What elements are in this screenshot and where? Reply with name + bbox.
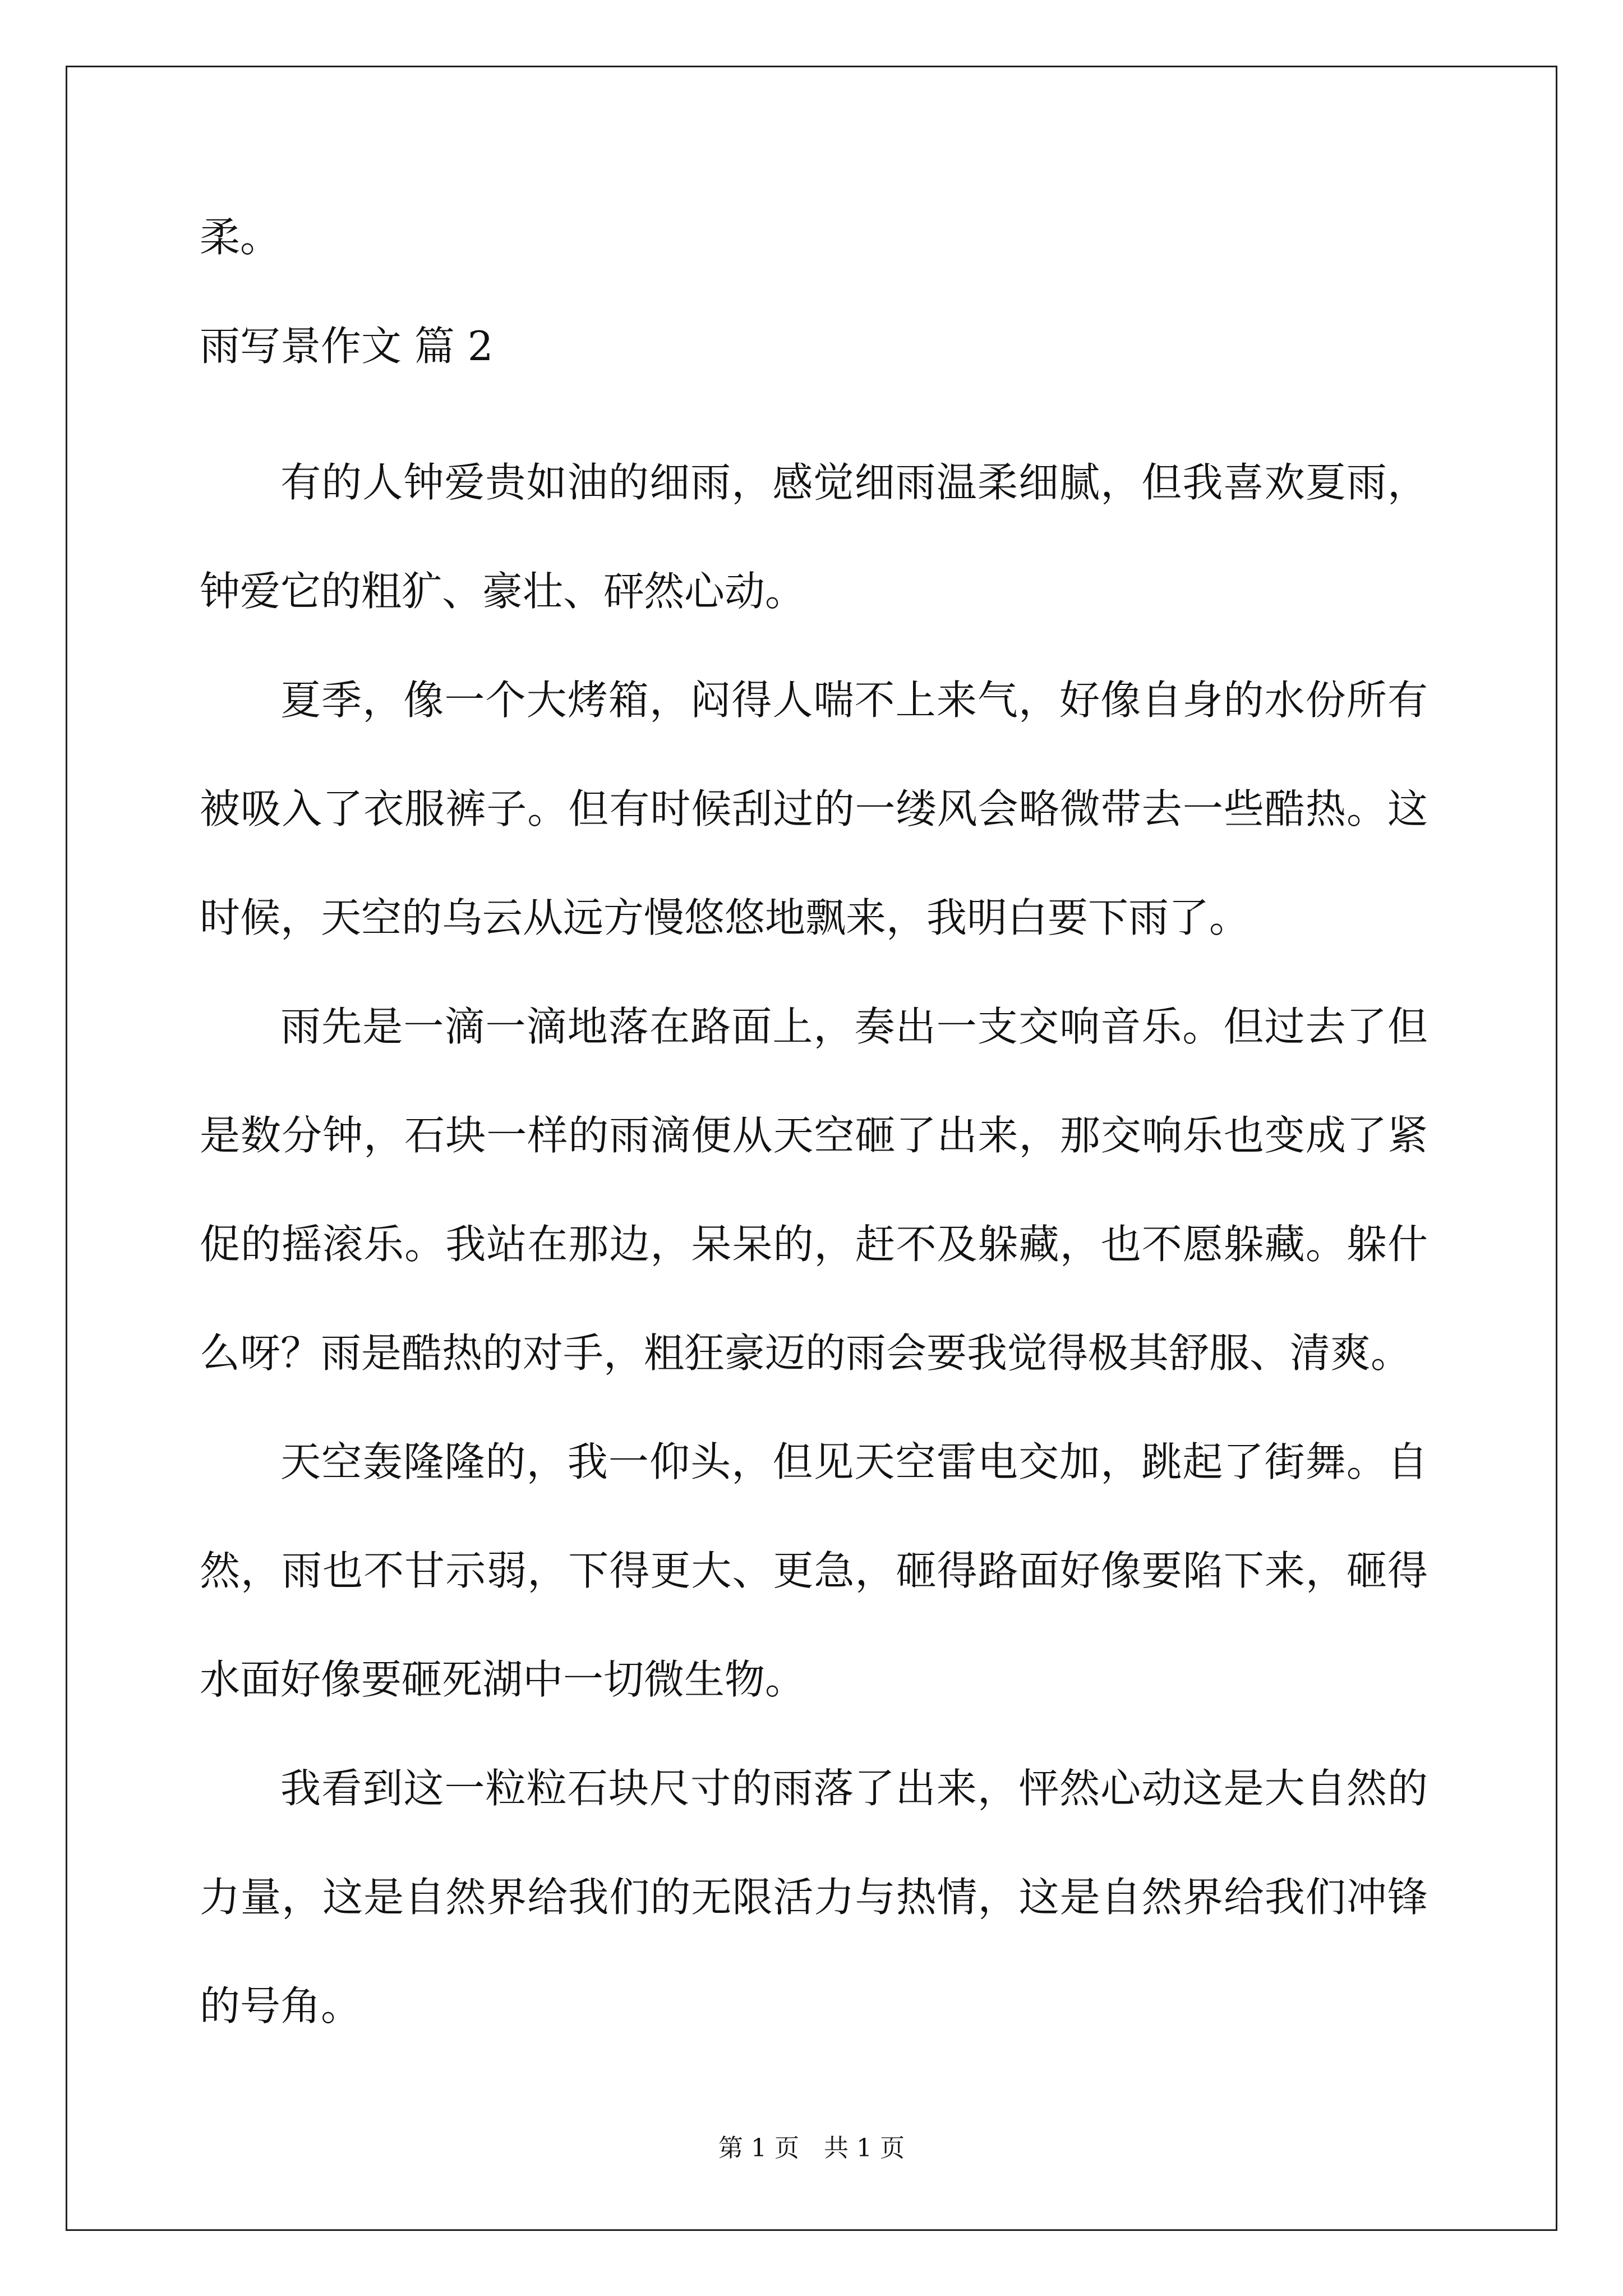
paragraph-1: 有的人钟爱贵如油的细雨，感觉细雨温柔细腻，但我喜欢夏雨，钟爱它的粗犷、豪壮、砰然心动。 [200,459,1428,615]
paragraph-4: 天空轰隆隆的，我一仰头，但见天空雷电交加，跳起了街舞。自然，雨也不甘示弱，下得更大、更急，砸得路面好像要陷下来，砸得水面好像要砸死湖中一切微生物。 [200,1438,1428,1703]
paragraph-3: 雨先是一滴一滴地落在路面上，奏出一支交响音乐。但过去了但是数分钟，石块一样的雨滴便从天空砸了出来，那交响乐也变成了紧促的摇滚乐。我站在那边，呆呆的，赶不及躲藏，也不愿躲藏。躲什么呀？雨是酷热的对手，粗狂豪迈的雨会要我觉得极其舒服、清爽。 [200,1003,1428,1377]
page-footer: 第 1 页 共 1 页 [718,2134,905,2162]
paragraph-2: 夏季，像一个大烤箱，闷得人喘不上来气，好像自身的水份所有被吸入了衣服裤子。但有时候刮过的一缕风会略微带去一些酷热。这时候，天空的乌云从远方慢悠悠地飘来，我明白要下雨了。 [200,677,1428,941]
paragraph-5: 我看到这一粒粒石块尺寸的雨落了出来，怦然心动这是大自然的力量，这是自然界给我们的无限活力与热情，这是自然界给我们冲锋的号角。 [200,1765,1428,2030]
section-title: 雨写景作文 篇 2 [200,323,494,370]
document-body [200,210,1428,2060]
continuation-line: 柔。 [200,214,281,261]
